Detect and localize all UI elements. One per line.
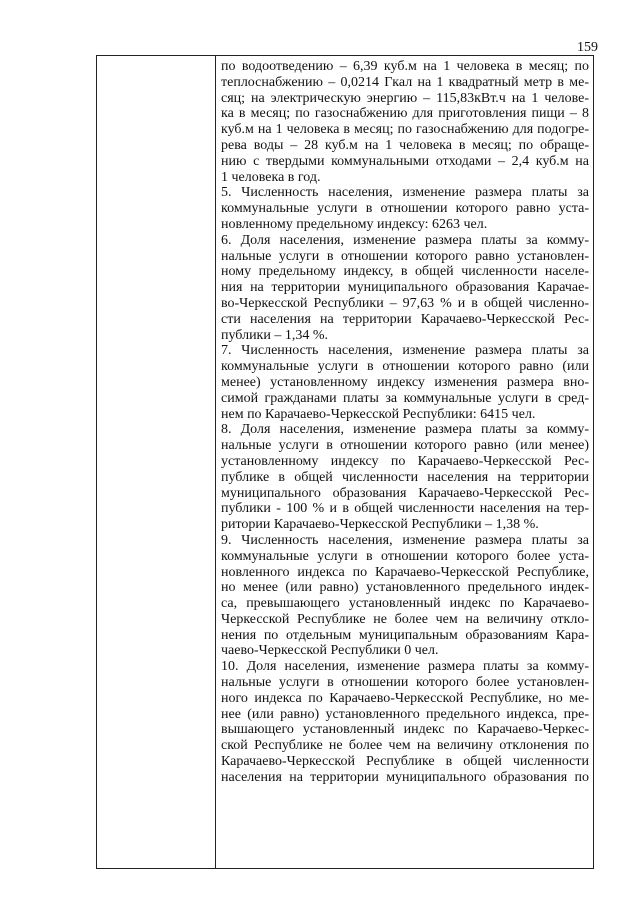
text-line: Карачаево-Черкесской Республике в общей численности [221, 754, 589, 770]
text-line: ния на территории муниципального образования Карачае- [221, 280, 589, 296]
text-line: но менее (или равно) установленного предельного индек- [221, 580, 589, 596]
text-line: публики - 100 % и в общей численности населения на тер- [221, 501, 589, 517]
text-line: вышающего установленный индекс по Карачаево-Черкес- [221, 722, 589, 738]
text-line: коммунальные услуги в отношении которого более уста- [221, 548, 589, 564]
text-line: нения по отдельным муниципальным образованиям Кара- [221, 627, 589, 643]
text-line: теплоснабжению – 0,0214 Гкал на 1 квадратный метр в ме- [221, 74, 589, 90]
text-line: коммунальные услуги в отношении которого равно (или [221, 359, 589, 375]
text-line: ка в месяц; по газоснабжению для приготовления пищи – 8 [221, 106, 589, 122]
text-line: симой гражданами платы за коммунальные услуги в сред- [221, 390, 589, 406]
text-line: са, превышающего установленный индекс по Карачаево- [221, 596, 589, 612]
text-line: нальные услуги в отношении которого более установлен- [221, 675, 589, 691]
empty-left-cell [97, 56, 215, 868]
text-line: нальные услуги в отношении которого равно (или менее) [221, 438, 589, 454]
text-line: во-Черкесской Республики – 97,63 % и в общей численно- [221, 295, 589, 311]
text-line: сти населения на территории Карачаево-Черкесской Рес- [221, 311, 589, 327]
text-line: установленному индексу по Карачаево-Черкесской Рес- [221, 453, 589, 469]
text-line: 6. Доля населения, изменение размера платы за комму- [221, 232, 589, 248]
text-line: нальные услуги в отношении которого равно установлен- [221, 248, 589, 264]
text-line: нем по Карачаево-Черкесской Республики: 6415 чел. [221, 406, 536, 422]
text-line: коммунальные услуги в отношении которого равно уста- [221, 201, 589, 217]
text-line: куб.м на 1 человека в месяц; по газоснабжению для подогре- [221, 122, 589, 138]
text-line: 10. Доля населения, изменение размера платы за комму- [221, 659, 589, 675]
text-line: ного индекса по Карачаево-Черкесской Республике, но ме- [221, 690, 589, 706]
text-line: рева воды – 28 куб.м на 1 человека в месяц; по обраще- [221, 137, 589, 153]
text-line: менее) установленному индексу изменения размера вно- [221, 374, 589, 390]
text-line: новленного индекса по Карачаево-Черкесской Республике, [221, 564, 589, 580]
text-line: ному предельному индексу, в общей численности населе- [221, 264, 589, 280]
text-line: населения на территории муниципального образования по [221, 769, 589, 785]
text-line: чаево-Черкесской Республики 0 чел. [221, 643, 439, 659]
text-line: 9. Численность населения, изменение размера платы за [221, 532, 589, 548]
page-number: 159 [577, 40, 598, 55]
text-line: ской Республике не более чем на величину отклонения по [221, 738, 589, 754]
table-content-cell [221, 59, 589, 786]
text-line: 8. Доля населения, изменение размера платы за комму- [221, 422, 589, 438]
text-line: 5. Численность населения, изменение размера платы за [221, 185, 589, 201]
text-line: 7. Численность населения, изменение размера платы за [221, 343, 589, 359]
text-line: публике в общей численности населения на территории [221, 469, 589, 485]
column-divider [215, 55, 216, 869]
text-line: муниципального образования Карачаево-Черкесской Рес- [221, 485, 589, 501]
text-line: нее (или равно) установленного предельного индекса, пре- [221, 706, 589, 722]
text-line: 1 человека в год. [221, 169, 321, 185]
text-line: сяц; на электрическую энергию – 115,83кВт.ч на 1 челове- [221, 90, 589, 106]
text-line: нию с твердыми коммунальными отходами – 2,4 куб.м на [221, 153, 589, 169]
text-line: ритории Карачаево-Черкесской Республики – 1,38 %. [221, 517, 539, 533]
text-line: Черкесской Республике не более чем на величину откло- [221, 611, 589, 627]
text-line: новленному предельному индексу: 6263 чел. [221, 216, 488, 232]
text-line: публики – 1,34 %. [221, 327, 329, 343]
text-line: по водоотведению – 6,39 куб.м на 1 человека в месяц; по [221, 59, 589, 74]
